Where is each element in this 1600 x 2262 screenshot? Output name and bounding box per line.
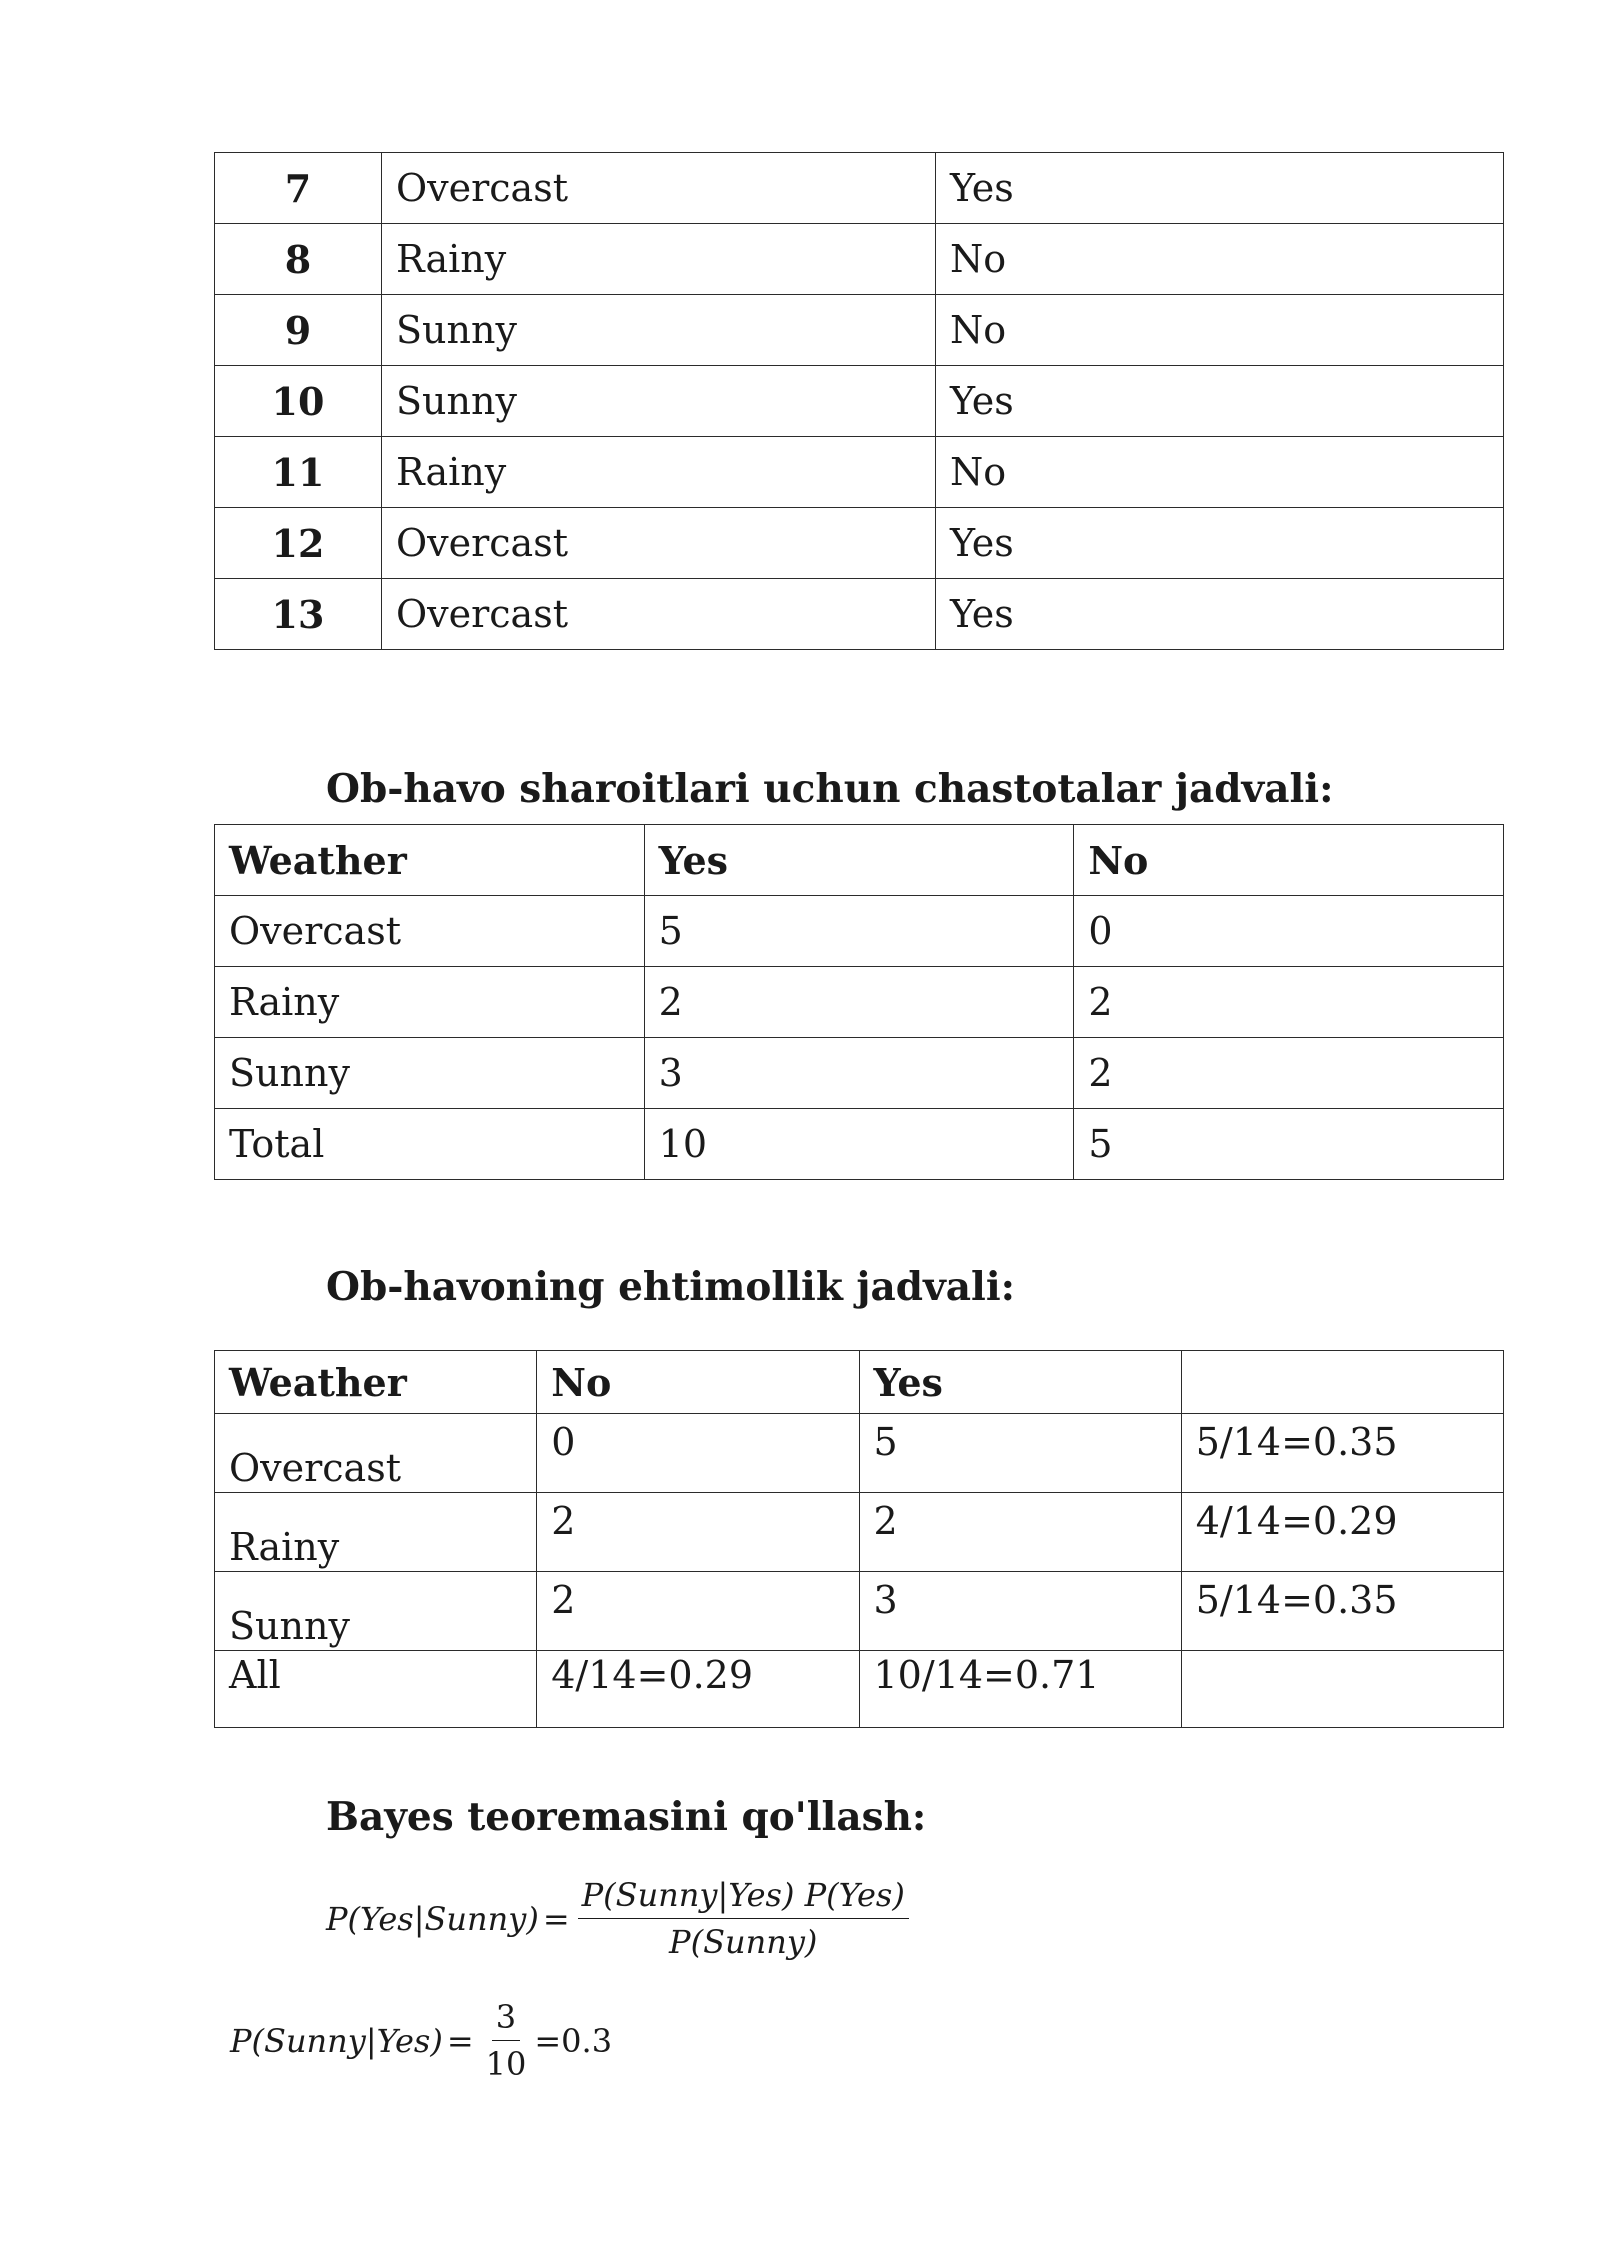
play-cell: No xyxy=(936,295,1504,366)
table-cell: 2 xyxy=(537,1493,859,1572)
fraction xyxy=(578,1876,909,1961)
fraction-numerator: P(Sunny|Yes) P(Yes) xyxy=(578,1876,909,1919)
likelihood-formula xyxy=(230,1998,612,2083)
table-cell: 5 xyxy=(644,896,1074,967)
play-cell: Yes xyxy=(936,366,1504,437)
frequency-table-heading: Ob-havo sharoitlari uchun chastotalar jadvali: xyxy=(326,766,1334,812)
table-cell: 4/14=0.29 xyxy=(1181,1493,1503,1572)
table-row xyxy=(215,224,1504,295)
outlook-play-table xyxy=(214,152,1504,650)
table-cell: 0 xyxy=(1074,896,1504,967)
fraction-denominator: P(Sunny) xyxy=(669,1923,818,1961)
row-number: 8 xyxy=(215,224,382,295)
table-cell: 5/14=0.35 xyxy=(1181,1572,1503,1651)
bayes-formula xyxy=(326,1876,913,1961)
fraction-numerator: 3 xyxy=(492,1998,520,2041)
column-header: No xyxy=(1074,825,1504,896)
table-cell: Total xyxy=(215,1109,645,1180)
table-cell: 3 xyxy=(644,1038,1074,1109)
table-row xyxy=(215,896,1504,967)
play-cell: Yes xyxy=(936,153,1504,224)
table-row xyxy=(215,1493,1504,1572)
table-cell: Overcast xyxy=(215,1414,537,1493)
table-row xyxy=(215,1109,1504,1180)
fraction xyxy=(482,1998,531,2083)
equals-sign: = xyxy=(542,1899,570,1938)
table-row xyxy=(215,967,1504,1038)
formula-lhs: P(Yes|Sunny) xyxy=(326,1899,539,1938)
table-cell: 0 xyxy=(537,1414,859,1493)
table-cell: 5 xyxy=(859,1414,1181,1493)
table-row xyxy=(215,153,1504,224)
table-cell xyxy=(1181,1651,1503,1728)
column-header xyxy=(1181,1351,1503,1414)
weather-cell: Rainy xyxy=(382,224,936,295)
play-cell: No xyxy=(936,437,1504,508)
column-header: Weather xyxy=(215,825,645,896)
weather-cell: Overcast xyxy=(382,153,936,224)
play-cell: Yes xyxy=(936,579,1504,650)
formula-lhs: P(Sunny|Yes) xyxy=(230,2021,443,2060)
row-number: 9 xyxy=(215,295,382,366)
weather-cell: Overcast xyxy=(382,579,936,650)
table-row xyxy=(215,1414,1504,1493)
table-row xyxy=(215,437,1504,508)
equals-sign: = xyxy=(446,2021,474,2060)
play-cell: No xyxy=(936,224,1504,295)
fraction-denominator: 10 xyxy=(485,2045,527,2083)
table-row xyxy=(215,1038,1504,1109)
column-header: No xyxy=(537,1351,859,1414)
weather-cell: Overcast xyxy=(382,508,936,579)
play-cell: Yes xyxy=(936,508,1504,579)
frequency-table xyxy=(214,824,1504,1180)
table-cell: Overcast xyxy=(215,896,645,967)
table-row xyxy=(215,366,1504,437)
row-number: 11 xyxy=(215,437,382,508)
table-cell: 2 xyxy=(1074,967,1504,1038)
table-row xyxy=(215,295,1504,366)
likelihood-table-heading: Ob-havoning ehtimollik jadvali: xyxy=(326,1264,1016,1310)
table-cell: 2 xyxy=(644,967,1074,1038)
formula-result: =0.3 xyxy=(534,2021,613,2060)
row-number: 7 xyxy=(215,153,382,224)
table-cell: 5 xyxy=(1074,1109,1504,1180)
table-header-row xyxy=(215,825,1504,896)
weather-cell: Sunny xyxy=(382,366,936,437)
table-cell: 5/14=0.35 xyxy=(1181,1414,1503,1493)
weather-cell: Rainy xyxy=(382,437,936,508)
row-number: 13 xyxy=(215,579,382,650)
row-number: 12 xyxy=(215,508,382,579)
table-cell: 2 xyxy=(537,1572,859,1651)
table-row xyxy=(215,579,1504,650)
table-row xyxy=(215,1651,1504,1728)
weather-cell: Sunny xyxy=(382,295,936,366)
row-number: 10 xyxy=(215,366,382,437)
table-cell: Rainy xyxy=(215,967,645,1038)
table-cell: All xyxy=(215,1651,537,1728)
column-header: Weather xyxy=(215,1351,537,1414)
table-cell: Sunny xyxy=(215,1038,645,1109)
table-cell: 2 xyxy=(859,1493,1181,1572)
table-cell: 2 xyxy=(1074,1038,1504,1109)
table-row xyxy=(215,1572,1504,1651)
table-cell: 3 xyxy=(859,1572,1181,1651)
table-cell: Sunny xyxy=(215,1572,537,1651)
bayes-heading: Bayes teoremasini qo'llash: xyxy=(326,1794,927,1840)
table-header-row xyxy=(215,1351,1504,1414)
table-row xyxy=(215,508,1504,579)
column-header: Yes xyxy=(859,1351,1181,1414)
table-cell: 10 xyxy=(644,1109,1074,1180)
table-cell: 4/14=0.29 xyxy=(537,1651,859,1728)
column-header: Yes xyxy=(644,825,1074,896)
table-cell: Rainy xyxy=(215,1493,537,1572)
likelihood-table xyxy=(214,1350,1504,1728)
table-cell: 10/14=0.71 xyxy=(859,1651,1181,1728)
